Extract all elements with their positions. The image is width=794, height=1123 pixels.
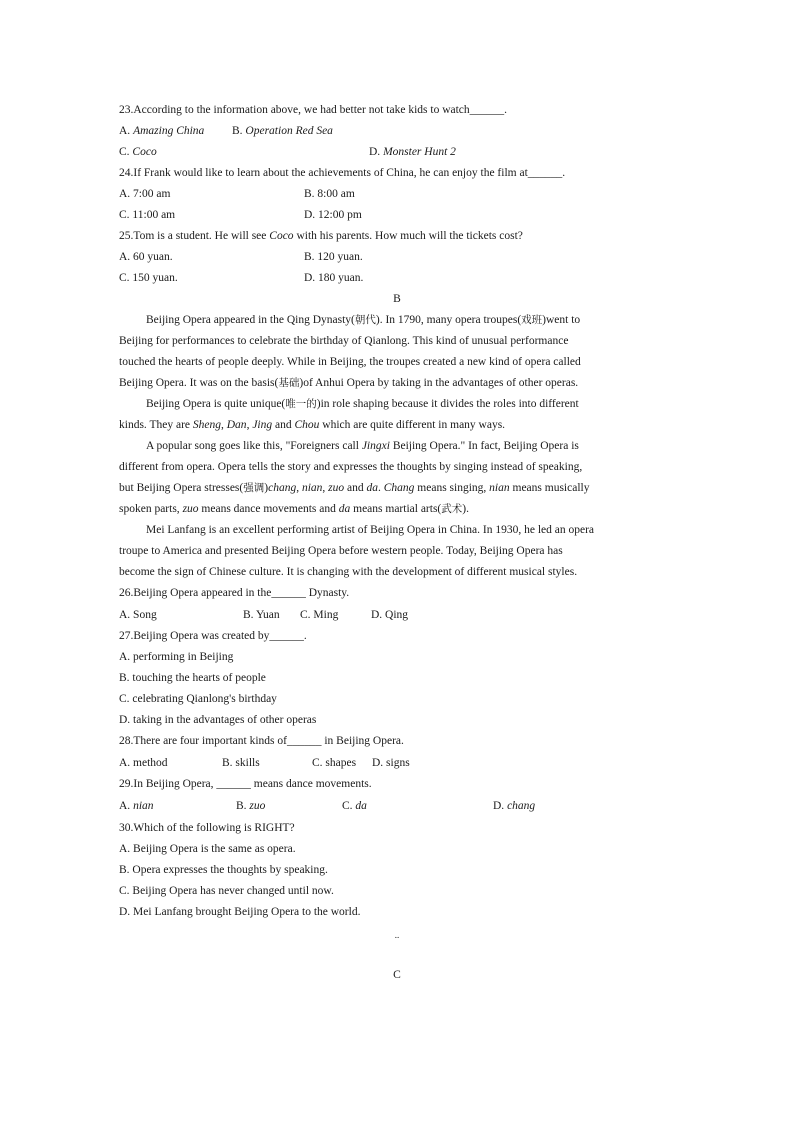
passage-p4-line1: Mei Lanfang is an excellent performing artist of Beijing Opera in China. In 1930, he led an opera — [146, 524, 595, 536]
q29-option-c[interactable]: C. da — [342, 800, 367, 812]
passage-p2-line2: kinds. They are Sheng, Dan, Jing and Chou which are quite different in many ways. — [119, 419, 506, 431]
q25-option-c[interactable]: C. 150 yuan. — [119, 272, 178, 284]
q30-option-c[interactable]: C. Beijing Opera has never changed until now. — [119, 885, 334, 897]
q30-stem: 30.Which of the following is RIGHT? — [119, 822, 295, 834]
q23-option-a-text[interactable]: A. Amazing China — [119, 125, 205, 137]
q25-stem: 25.Tom is a student. He will see Coco with his parents. How much will the tickets cost? — [119, 230, 523, 242]
q26-option-c[interactable]: C. Ming — [300, 609, 339, 621]
q23-option-c[interactable]: C. Coco — [119, 146, 157, 158]
q25-option-d[interactable]: D. 180 yuan. — [304, 272, 364, 284]
passage-p4-line3: become the sign of Chinese culture. It is changing with the development of different musical styles. — [119, 566, 578, 578]
q24-option-d[interactable]: D. 12:00 pm — [304, 209, 362, 221]
q27-option-a[interactable]: A. performing in Beijing — [119, 651, 234, 663]
q29-option-a[interactable]: A. nian — [119, 800, 154, 812]
passage-p3-line1: A popular song goes like this, "Foreigners call Jingxi Beijing Opera." In fact, Beijing Opera is — [146, 440, 579, 452]
passage-p3-line4: spoken parts, zuo means dance movements and da means martial arts(武术). — [119, 503, 469, 515]
q24-stem: 24.If Frank would like to learn about the achievements of China, he can enjoy the film at______. — [119, 167, 566, 179]
q25-option-b[interactable]: B. 120 yuan. — [304, 251, 363, 263]
page-dots: .. — [394, 930, 400, 940]
passage-p3-line2: different from opera. Opera tells the story and expresses the thoughts by singing instead of speaking, — [119, 461, 583, 473]
q27-option-b[interactable]: B. touching the hearts of people — [119, 672, 266, 684]
passage-p1-line3: touched the hearts of people deeply. While in Beijing, the troupes created a new kind of opera called — [119, 356, 581, 368]
q28-stem: 28.There are four important kinds of______ in Beijing Opera. — [119, 735, 404, 747]
passage-p1-line4: Beijing Opera. It was on the basis(基础)of Anhui Opera by taking in the advantages of other operas. — [119, 377, 579, 389]
section-b-heading: B — [393, 293, 401, 305]
q27-stem: 27.Beijing Opera was created by______. — [119, 630, 307, 642]
q23-stem: 23.According to the information above, we had better not take kids to watch______. — [119, 104, 508, 116]
q24-option-a[interactable]: A. 7:00 am — [119, 188, 171, 200]
passage-p3-line3: but Beijing Opera stresses(强调)chang, nian, zuo and da. Chang means singing, nian means musically — [119, 482, 590, 494]
passage-p1-line1: Beijing Opera appeared in the Qing Dynasty(朝代). In 1790, many opera troupes(戏班)went to — [146, 314, 581, 326]
passage-p1-line2: Beijing for performances to celebrate the birthday of Qianlong. This kind of unusual performance — [119, 335, 569, 347]
q24-option-c[interactable]: C. 11:00 am — [119, 209, 176, 221]
q27-option-c[interactable]: C. celebrating Qianlong's birthday — [119, 693, 277, 705]
q30-option-d[interactable]: D. Mei Lanfang brought Beijing Opera to the world. — [119, 906, 361, 918]
q26-option-a[interactable]: A. Song — [119, 609, 157, 621]
q24-option-b[interactable]: B. 8:00 am — [304, 188, 355, 200]
q30-option-a[interactable]: A. Beijing Opera is the same as opera. — [119, 843, 296, 855]
q27-option-d[interactable]: D. taking in the advantages of other operas — [119, 714, 317, 726]
q29-option-b[interactable]: B. zuo — [236, 800, 266, 812]
passage-p2-line1: Beijing Opera is quite unique(唯一的)in role shaping because it divides the roles into different — [146, 398, 579, 410]
q26-stem: 26.Beijing Opera appeared in the______ Dynasty. — [119, 587, 350, 599]
q28-option-a[interactable]: A. method — [119, 757, 168, 769]
q29-stem: 29.In Beijing Opera, ______ means dance movements. — [119, 778, 372, 790]
section-c-heading: C — [393, 969, 401, 981]
q25-option-a[interactable]: A. 60 yuan. — [119, 251, 173, 263]
q26-option-b[interactable]: B. Yuan — [243, 609, 280, 621]
q28-option-b[interactable]: B. skills — [222, 757, 260, 769]
q29-option-d[interactable]: D. chang — [493, 800, 536, 812]
passage-p4-line2: troupe to America and presented Beijing Opera before western people. Today, Beijing Opera has — [119, 545, 563, 557]
q23-option-b[interactable]: B. Operation Red Sea — [232, 125, 333, 137]
q28-option-c[interactable]: C. shapes — [312, 757, 357, 769]
q30-option-b[interactable]: B. Opera expresses the thoughts by speaking. — [119, 864, 328, 876]
q26-option-d[interactable]: D. Qing — [371, 609, 409, 621]
q28-option-d[interactable]: D. signs — [372, 757, 410, 769]
q23-option-d[interactable]: D. Monster Hunt 2 — [369, 146, 456, 158]
